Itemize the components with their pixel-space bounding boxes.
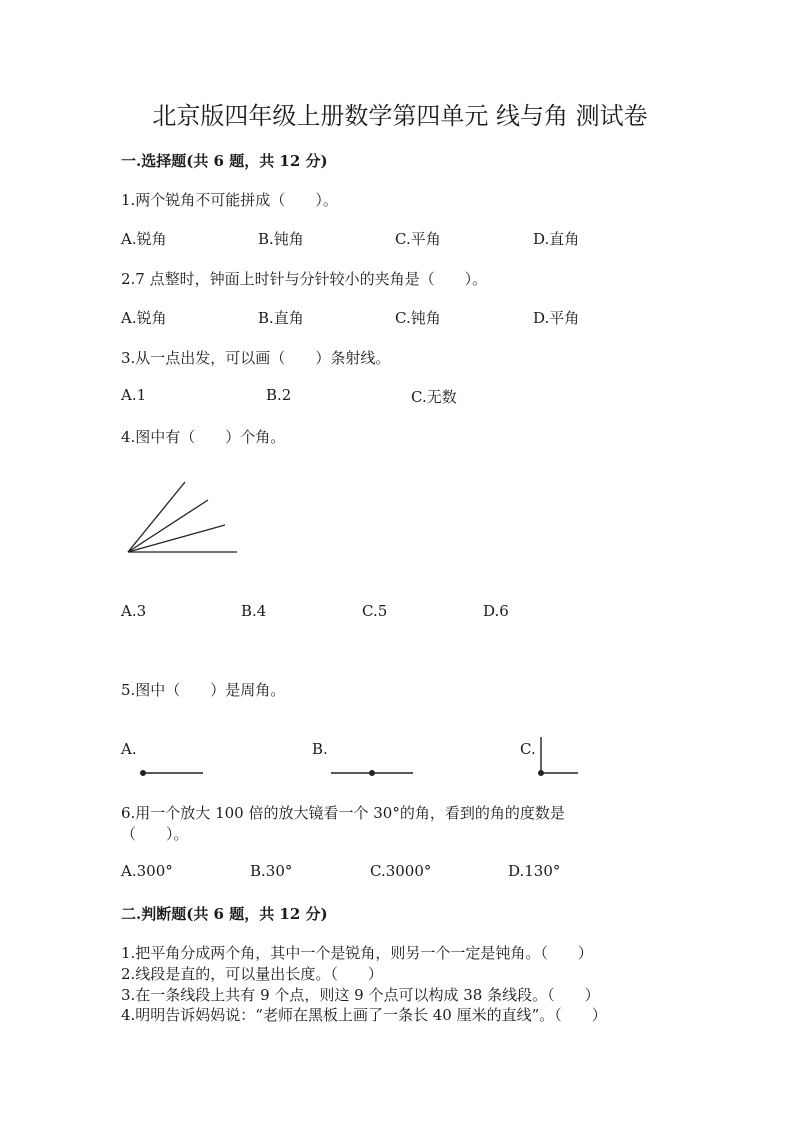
q3-option-b: B.2 bbox=[266, 386, 292, 404]
figure-c-vertex bbox=[539, 771, 544, 776]
q2-option-c: C.钝角 bbox=[395, 309, 441, 327]
q2-option-d: D.平角 bbox=[533, 309, 580, 327]
q2-option-a: A.锐角 bbox=[121, 309, 167, 327]
figure-b-vertex bbox=[370, 771, 375, 776]
q6-option-d: D.130° bbox=[508, 862, 561, 880]
judgment-item-4: 4.明明告诉妈妈说：“老师在黑板上画了一条长 40 厘米的直线”。（ ） bbox=[121, 1006, 607, 1024]
judgment-item-3: 3.在一条线段上共有 9 个点，则这 9 个点可以构成 38 条线段。（ ） bbox=[121, 986, 600, 1004]
q1-option-d: D.直角 bbox=[533, 230, 580, 248]
page-title: 北京版四年级上册数学第四单元 线与角 测试卷 bbox=[152, 102, 648, 130]
question-4-stem: 4.图中有（ ）个角。 bbox=[121, 428, 286, 446]
question-3-stem: 3.从一点出发，可以画（ ）条射线。 bbox=[121, 349, 391, 367]
judgment-item-1: 1.把平角分成两个角，其中一个是锐角，则另一个一定是钝角。（ ） bbox=[121, 944, 593, 962]
q1-option-c: C.平角 bbox=[395, 230, 441, 248]
q4-option-a: A.3 bbox=[121, 602, 147, 620]
question-6-stem-line2: （ ）。 bbox=[121, 825, 189, 843]
section-heading-judgment: 二.判断题(共 6 题，共 12 分) bbox=[121, 905, 328, 923]
figure-a-vertex bbox=[141, 771, 146, 776]
q5-option-a: A. bbox=[121, 740, 137, 758]
q3-option-a: A.1 bbox=[121, 386, 147, 404]
q1-option-a: A.锐角 bbox=[121, 230, 167, 248]
judgment-item-2: 2.线段是直的，可以量出长度。（ ） bbox=[121, 965, 383, 983]
q4-option-b: B.4 bbox=[241, 602, 267, 620]
q3-option-c: C.无数 bbox=[411, 388, 457, 406]
q2-option-b: B.直角 bbox=[258, 309, 304, 327]
q6-option-b: B.30° bbox=[250, 862, 293, 880]
q1-option-b: B.钝角 bbox=[258, 230, 304, 248]
q6-option-c: C.3000° bbox=[370, 862, 432, 880]
section-heading-choice: 一.选择题(共 6 题，共 12 分) bbox=[121, 152, 328, 170]
q6-option-a: A.300° bbox=[121, 862, 173, 880]
q4-option-c: C.5 bbox=[362, 602, 388, 620]
question-2-stem: 2.7 点整时，钟面上时针与分针较小的夹角是（ ）。 bbox=[121, 270, 488, 288]
q5-option-c: C. bbox=[520, 740, 536, 758]
q4-option-d: D.6 bbox=[483, 602, 509, 620]
question-5-stem: 5.图中（ ）是周角。 bbox=[121, 681, 286, 699]
q5-option-b: B. bbox=[312, 740, 328, 758]
question-1-stem: 1.两个锐角不可能拼成（ ）。 bbox=[121, 191, 338, 209]
question-6-stem-line1: 6.用一个放大 100 倍的放大镜看一个 30°的角，看到的角的度数是 bbox=[121, 804, 565, 822]
